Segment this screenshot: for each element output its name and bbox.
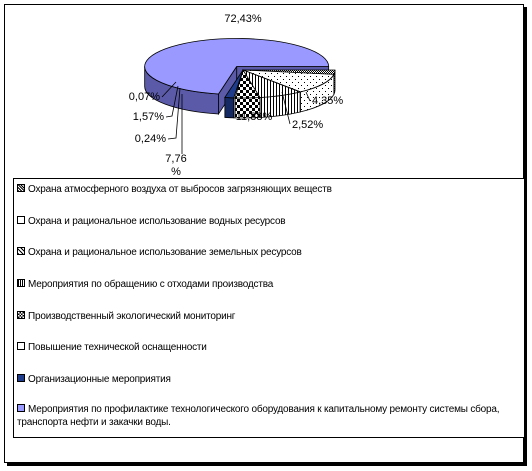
legend-item-5: [17, 341, 520, 354]
legend-swatch-3: [17, 279, 25, 287]
data-label-2: 0,07%: [128, 91, 160, 103]
pie-side-6: [225, 97, 234, 117]
legend-swatch-0: [17, 184, 25, 192]
legend-item-6: [17, 373, 520, 386]
legend-swatch-6: [17, 374, 25, 382]
data-label-5: 0,24%: [134, 133, 166, 145]
pie-chart: [0, 0, 532, 200]
legend-swatch-2: [17, 247, 25, 255]
data-label-1: 11,88%: [235, 111, 273, 123]
legend-item-1: [17, 215, 520, 228]
data-label-6: 1,57%: [132, 111, 164, 123]
legend-item-2: [17, 246, 520, 259]
data-label-0: 2,52%: [292, 119, 324, 131]
data-label-3: 7,76 %: [165, 153, 187, 178]
legend-label-6: Организационные мероприятия: [28, 374, 171, 385]
legend-item-7: [17, 403, 520, 429]
legend-label-1: Охрана и рациональное использование водных ресурсов: [28, 216, 286, 227]
data-label-7: 72,43%: [224, 13, 262, 25]
legend-swatch-4: [17, 311, 25, 319]
legend-item-3: [17, 278, 520, 291]
legend-label-2: Охрана и рациональное использование земельных ресурсов: [28, 247, 302, 258]
data-label-4: 4,35%: [312, 95, 344, 107]
legend-swatch-7: [17, 404, 25, 412]
legend-label-7: Мероприятия по профилактике технологического оборудования к капитальному ремонту системы сбора, транспорта нефти и закачки воды.: [17, 404, 500, 428]
legend-label-4: Производственный экологический мониторинг: [28, 311, 236, 322]
legend-item-0: [17, 183, 520, 196]
legend-label-0: Охрана атмосферного воздуха от выбросов загрязняющих веществ: [28, 184, 332, 195]
legend-label-3: Мероприятия по обращению с отходами производства: [28, 279, 274, 290]
legend-label-5: Повышение технической оснащенности: [28, 342, 207, 353]
legend-swatch-5: [17, 342, 25, 350]
legend-swatch-1: [17, 216, 25, 224]
legend-item-4: [17, 310, 520, 323]
chart-legend: [13, 178, 525, 438]
